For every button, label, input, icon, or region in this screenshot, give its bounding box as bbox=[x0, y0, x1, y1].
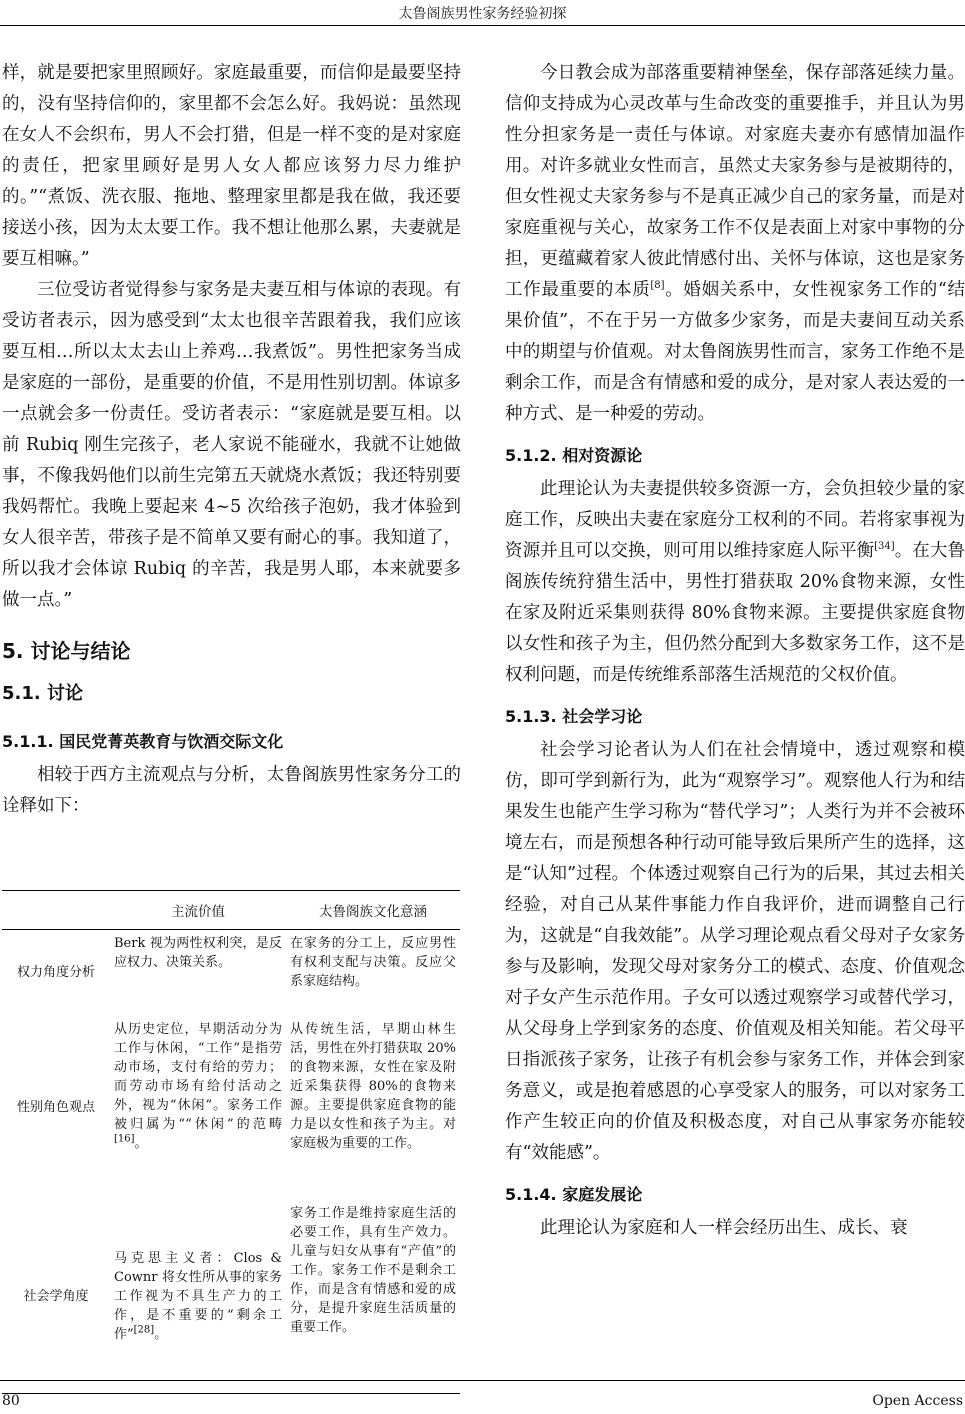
table-cell bbox=[110, 1016, 286, 1200]
table-cell bbox=[110, 1200, 286, 1394]
row-label: 性别角色观点 bbox=[16, 1100, 95, 1115]
text-run: 此理论认为夫妻提供较多资源一方，会负担较少量的家庭工作，反映出夫妻在家庭分工权利的不同。若将家事视为资源并且可以交换，则可用以维持家庭人际平衡 bbox=[505, 479, 965, 561]
table-row bbox=[2, 1016, 460, 1200]
citation: [16] bbox=[114, 1133, 135, 1145]
table-cell bbox=[110, 930, 286, 1016]
subsubsection-heading: 5.1.1. 国民党菁英教育与饮酒交际文化 bbox=[2, 732, 284, 751]
table-cell: 在家务的分工上，反应男性有权利支配与决策。反应父系家庭结构。 bbox=[290, 936, 456, 989]
cell-text: 马克思主义者：Clos & Cownr 将女性所从事的家务工作视为不具生产力的工作，是不重要的“剩余工作” bbox=[114, 1250, 282, 1342]
citation: [8] bbox=[650, 280, 665, 292]
cell-text: Berk 视为两性权利突，是反应权力、决策关系。 bbox=[114, 936, 282, 970]
table-row bbox=[2, 1200, 460, 1394]
paragraph: 三位受访者觉得参与家务是夫妻互相与体谅的表现。有受访者表示，因为感受到“太太也很辛苦跟着我，我们应该要互相…所以太太去山上养鸡…我煮饭”。男性把家务当成是家庭的一部份，是重要的价值，不是用性别切割。体谅多一点就会多一份责任。受访者表示：“家庭就是要互相。以前 Rubiq 刚生完孩子，老人家说不能碰水，我就不让她做事，不像我妈他们以前生完第五天就烧水煮饭；我还特别要我妈帮忙。我晚上要起来 4~5 次给孩子泡奶，我才体验到女人很辛苦，带孩子是不简单又要有耐心的事。我知道了，所以我才会体谅 Rubiq 的辛苦，我是男人耶，本来就要多做一点。” bbox=[2, 280, 461, 610]
table-header-cell bbox=[2, 891, 110, 930]
paragraph: 此理论认为家庭和人一样会经历出生、成长、衰 bbox=[540, 1218, 908, 1238]
table-cell: 从传统生活，早期山林生活，男性在外打猎获取 20%的食物来源，女性在家及附近采集获得 80%的食物来源。主要提供家庭食物的能力是以女性和孩子为主。对家庭极为重要的工作。 bbox=[290, 1021, 456, 1151]
comparison-table bbox=[2, 890, 460, 1394]
running-title: 太鲁阁族男性家务经验初探 bbox=[398, 6, 567, 22]
table-header-cell: 太鲁阁族文化意涵 bbox=[286, 891, 460, 930]
publisher-label: Open Access bbox=[872, 1393, 963, 1409]
row-label: 社会学角度 bbox=[2, 1200, 110, 1394]
subsubsection-heading: 5.1.2. 相对资源论 bbox=[505, 446, 643, 465]
table-cell: 家务工作是维持家庭生活的必要工作，具有生产效力。儿童与妇女从事有“产值”的工作。家务工作不是剩余工作，而是含有情感和爱的成分，是提升家庭生活质量的重要工作。 bbox=[286, 1200, 460, 1394]
citation: [34] bbox=[874, 541, 895, 553]
table-header-row bbox=[2, 891, 460, 930]
table-header-cell: 主流价值 bbox=[110, 891, 286, 930]
table-row bbox=[2, 930, 460, 1016]
text-run: 。在大鲁阁族传统狩猎生活中，男性打猎获取 20%食物来源，女性在家及附近采集则获得 80%食物来源。主要提供家庭食物以女性和孩子为主，但仍然分配到大多数家务工作，这不是权利问题，而是传统维系部落生活规范的父权价值。 bbox=[505, 541, 965, 685]
paragraph bbox=[505, 58, 965, 430]
section-heading: 5. 讨论与结论 bbox=[2, 639, 131, 663]
row-label: 权力角度分析 bbox=[16, 965, 95, 981]
subsubsection-heading: 5.1.4. 家庭发展论 bbox=[505, 1185, 643, 1204]
right-column bbox=[505, 58, 965, 1244]
left-column bbox=[2, 58, 461, 822]
header-rule bbox=[0, 25, 965, 26]
paragraph bbox=[505, 474, 965, 691]
paragraph: 相较于西方主流观点与分析，太鲁阁族男性家务分工的诠释如下： bbox=[2, 765, 461, 816]
text-run: 今日教会成为部落重要精神堡垒，保存部落延续力量。信仰支持成为心灵改革与生命改变的重要推手，并且认为男性分担家务是一责任与体谅。对家庭夫妻亦有感情加温作用。对许多就业女性而言，虽然丈夫家务参与是被期待的，但女性视丈夫家务参与不是真正减少自己的家务量，而是对家庭重视与关心，故家务工作不仅是表面上对家中事物的分担，更蕴藏着家人彼此情感付出、关怀与体谅，这也是家务工作最重要的本质 bbox=[505, 63, 965, 300]
footer-rule bbox=[0, 1380, 965, 1381]
text-run: 。婚姻关系中，女性视家务工作的“结果价值”，不在于另一方做多少家务，而是夫妻间互动关系中的期望与价值观。对太鲁阁族男性而言，家务工作绝不是剩余工作，而是含有情感和爱的成分，是对家人表达爱的一种方式、是一种爱的劳动。 bbox=[505, 280, 965, 424]
cell-text: 。 bbox=[154, 1326, 168, 1342]
cell-text: 从历史定位，早期活动分为工作与休闲，“工作”是指劳动市场，支付有给的劳力；而劳动市场有给付活动之外，视为“休闲”。家务工作被归属为““休闲”的范畴 bbox=[114, 1021, 282, 1132]
citation: [28] bbox=[133, 1324, 155, 1336]
subsubsection-heading: 5.1.3. 社会学习论 bbox=[505, 707, 643, 726]
paragraph: 样，就是要把家里照顾好。家庭最重要，而信仰是最要坚持的，没有坚持信仰的，家里都不会怎么好。我妈说：虽然现在女人不会织布，男人不会打猎，但是一样不变的是对家庭的责任，把家里顾好是男人女人都应该努力尽力维护的。”“煮饭、洗衣服、拖地、整理家里都是我在做，我还要接送小孩，因为太太要工作。我不想让他那么累，夫妻就是要互相嘛。” bbox=[2, 63, 461, 269]
cell-text: 。 bbox=[134, 1135, 148, 1151]
subsection-heading: 5.1. 讨论 bbox=[2, 683, 83, 704]
page-number: 80 bbox=[2, 1393, 20, 1409]
paragraph: 社会学习论者认为人们在社会情境中，透过观察和模仿，即可学到新行为，此为“观察学习”。观察他人行为和结果发生也能产生学习称为“替代学习”；人类行为并不会被环境左右，而是预想各种行动可能导致后果所产生的选择，这是“认知”过程。个体透过观察自己行为的后果，其过去相关经验，对自己从某件事能力作自我评价，进而调整自己行为，这就是“自我效能”。从学习理论观点看父母对子女家务参与及影响，发现父母对家务分工的模式、态度、价值观念对子女产生示范作用。子女可以透过观察学习或替代学习，从父母身上学到家务的态度、价值观及相关知能。若父母平日指派孩子家务，让孩子有机会参与家务工作，并体会到家务意义，或是抱着感恩的心享受家人的服务，可以对家务工作产生较正向的价值及积极态度，对自己从事家务亦能较有“效能感”。 bbox=[505, 740, 965, 1163]
